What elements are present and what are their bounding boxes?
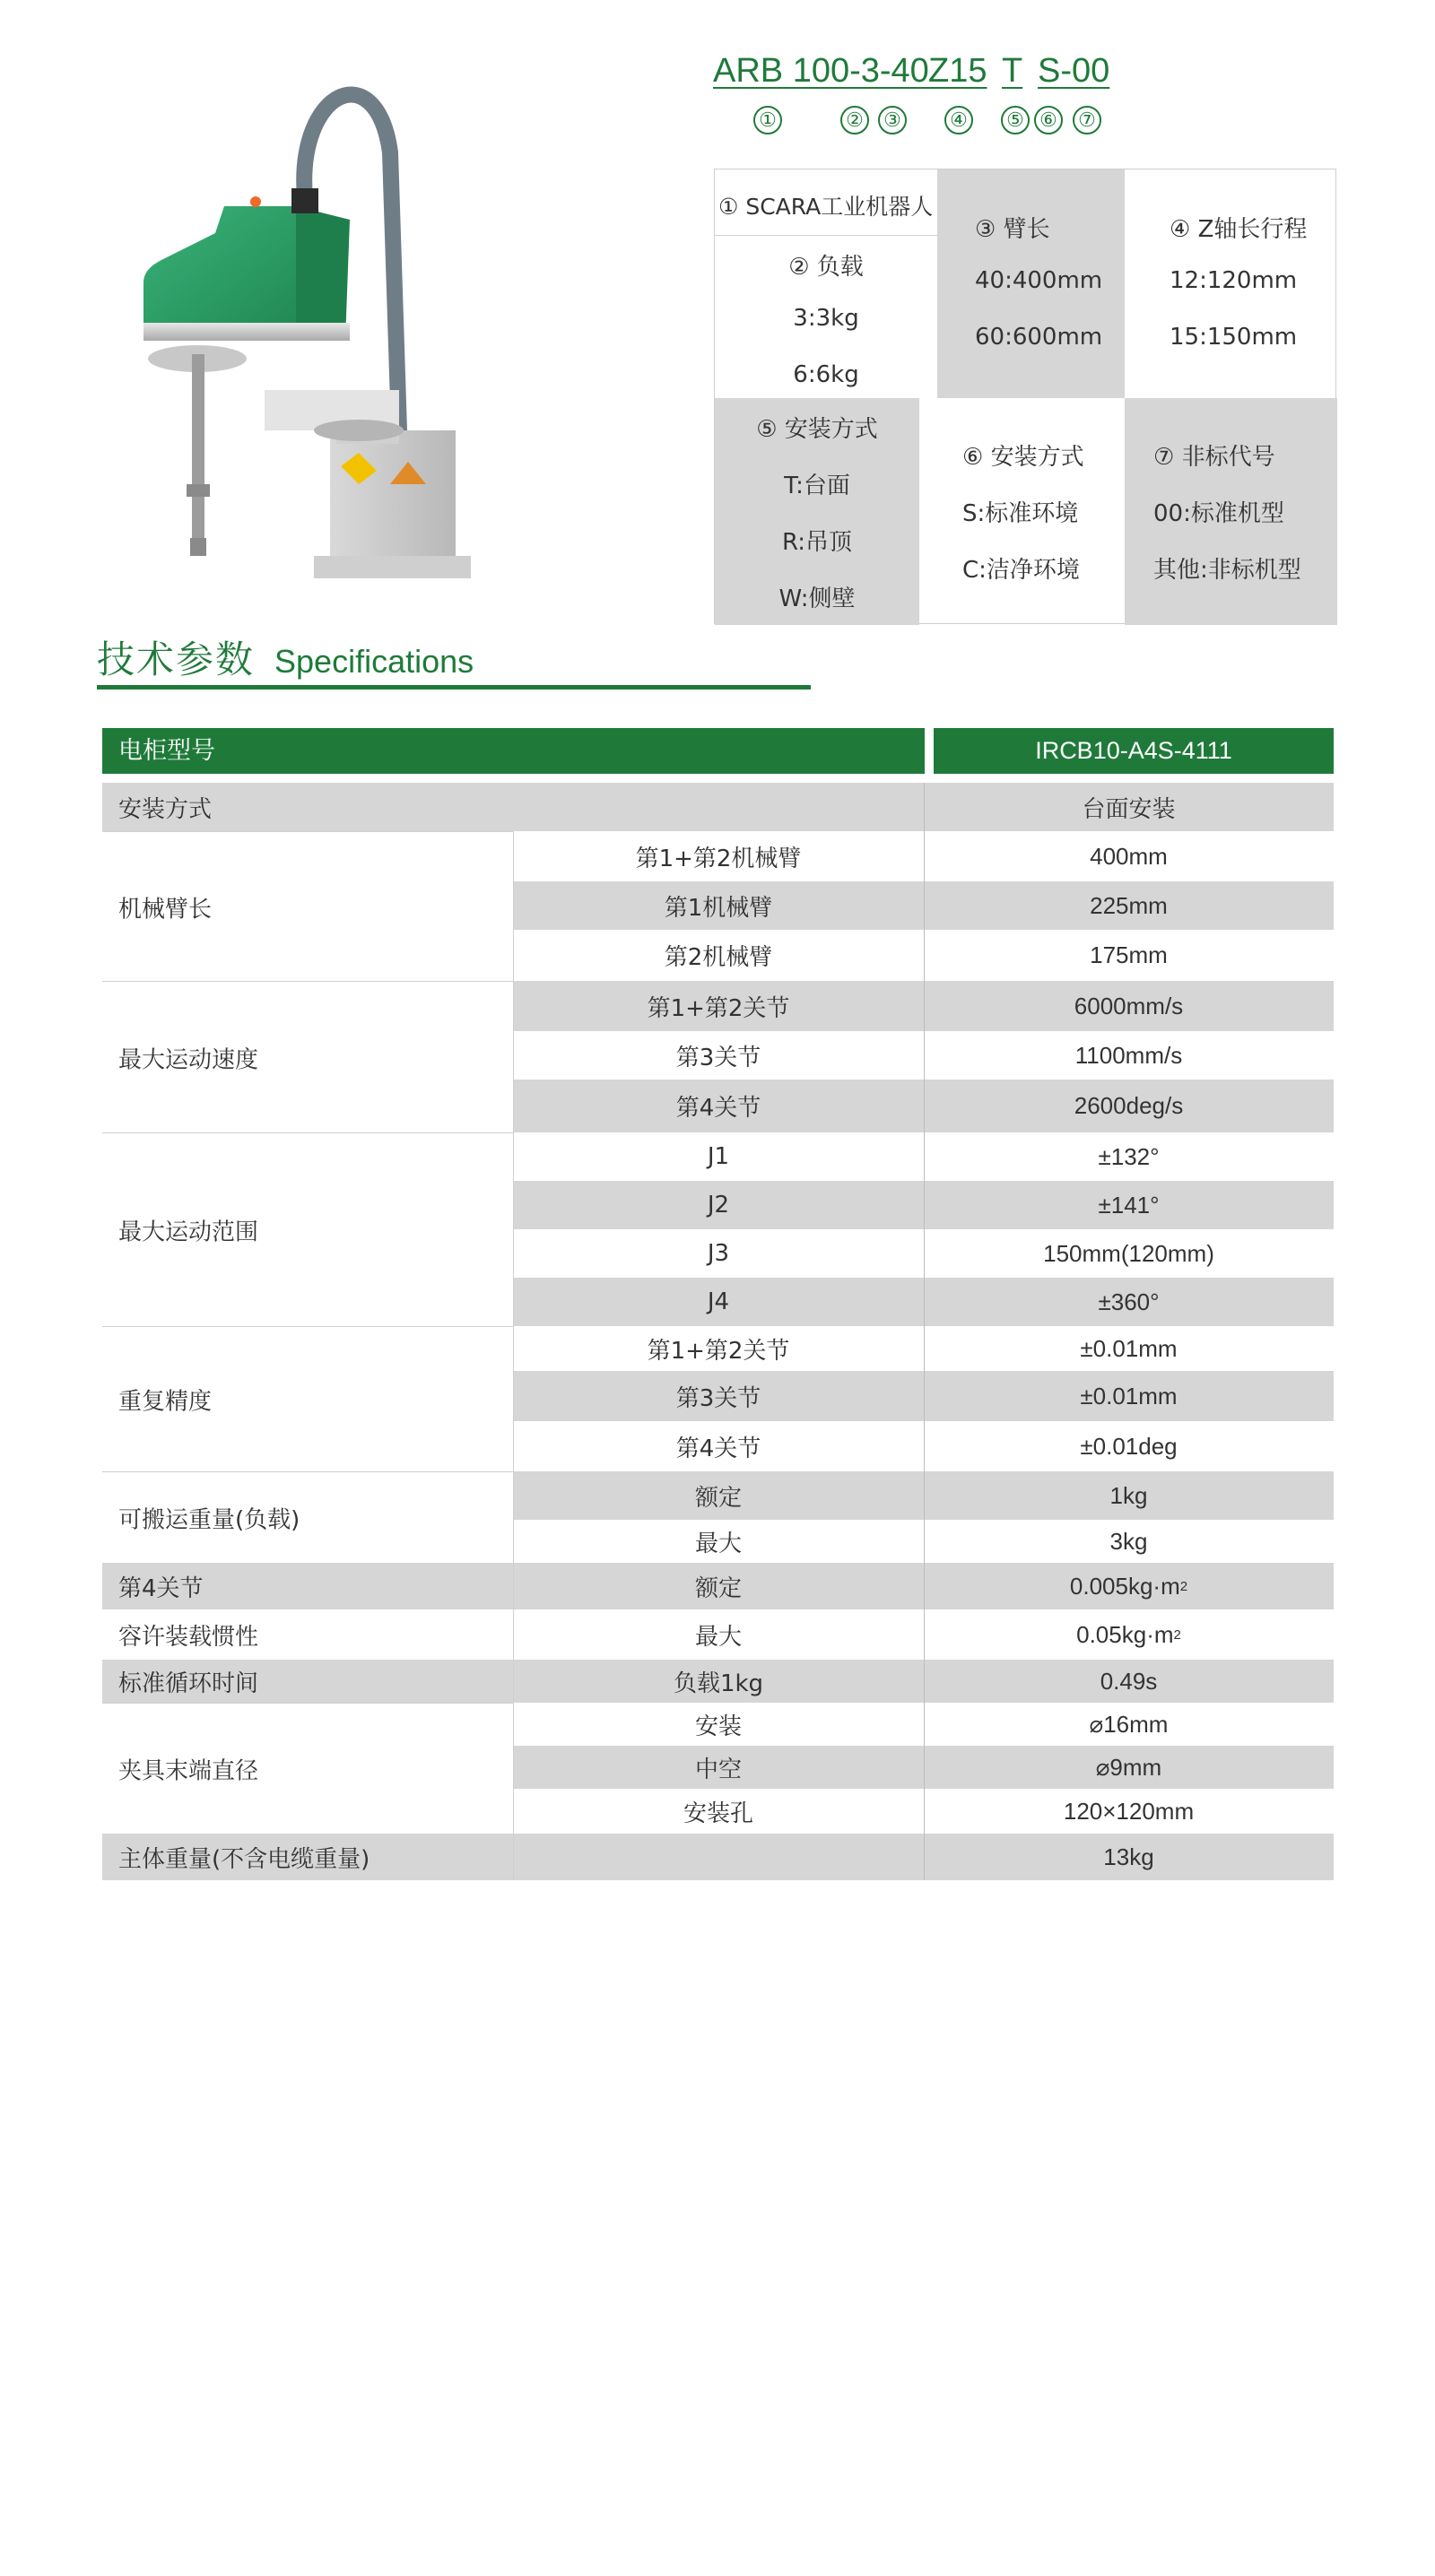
- model-code: [713, 52, 1126, 151]
- legend-line: S:标准环境: [962, 500, 1079, 527]
- legend-title: ④ Z轴长行程: [1170, 216, 1308, 243]
- legend-line: 其他:非标机型: [1153, 557, 1301, 584]
- code-marker: ①: [753, 106, 782, 134]
- row-sub: 第1+第2关节: [647, 994, 790, 1022]
- legend-line: 6:6kg: [793, 361, 859, 388]
- legend-line: 40:400mm: [975, 267, 1103, 294]
- table-row: [102, 783, 1334, 831]
- row-value: 2600deg/s: [1074, 1092, 1184, 1119]
- legend-cell-custom-code: [1125, 398, 1337, 625]
- row-value: ⌀9mm: [1095, 1753, 1162, 1781]
- row-value: ±360°: [1098, 1288, 1160, 1315]
- row-label: 主体重量(不含电缆重量): [118, 1845, 370, 1873]
- table-row: [102, 1834, 1334, 1880]
- legend-cell-arm-length: [937, 169, 1125, 398]
- value-superscript: 2: [1179, 1578, 1188, 1594]
- legend-title: ⑤ 安装方式: [756, 416, 878, 443]
- legend-line: 15:150mm: [1170, 324, 1298, 351]
- code-marker: ⑤: [1001, 106, 1030, 134]
- section-title-en: Specifications: [274, 643, 474, 680]
- row-value: 1kg: [1109, 1481, 1148, 1509]
- row-value: ⌀16mm: [1089, 1710, 1169, 1738]
- robot-product-image: [90, 54, 484, 583]
- row-group-label: [102, 1471, 513, 1564]
- row-value: 13kg: [1103, 1843, 1154, 1870]
- row-sub: 第1+第2关节: [647, 1337, 790, 1365]
- row-sub: 负载1kg: [673, 1670, 764, 1697]
- row-sub: 额定: [694, 1574, 742, 1602]
- code-marker: ②: [840, 106, 869, 134]
- group-label: 夹具末端直径: [118, 1757, 259, 1785]
- legend-line: 60:600mm: [975, 324, 1103, 351]
- row-sub: 第3关节: [675, 1384, 761, 1412]
- row-sub: 中空: [694, 1756, 742, 1783]
- model-code-legend: [714, 169, 1336, 624]
- column-divider: [924, 783, 925, 1880]
- legend-cell-series: [715, 169, 937, 236]
- row-value: ±0.01mm: [1080, 1382, 1178, 1409]
- row-value: ±132°: [1098, 1142, 1160, 1170]
- legend-title: ⑥ 安装方式: [962, 444, 1084, 471]
- table-header-label: 电柜型号: [102, 728, 925, 774]
- table-row: [102, 1563, 1334, 1609]
- row-sub: 安装: [694, 1713, 742, 1740]
- value-text: 0.05kg·m: [1076, 1620, 1174, 1648]
- row-label: 容许装载惯性: [118, 1623, 259, 1651]
- code-marker: ③: [878, 106, 907, 134]
- code-marker: ④: [944, 106, 973, 134]
- row-sub: 第4关节: [675, 1095, 761, 1122]
- row-group-label: [102, 981, 513, 1133]
- row-sub: 最大: [694, 1530, 742, 1557]
- group-label: 重复精度: [118, 1388, 213, 1416]
- row-group-label: [102, 1703, 513, 1834]
- row-sub: 第1+第2机械臂: [635, 845, 802, 872]
- legend-cell-environment: [919, 398, 1125, 625]
- model-code-segment: T: [1002, 52, 1023, 90]
- row-sub: J2: [707, 1192, 730, 1219]
- row-value: [924, 1563, 1334, 1609]
- row-group-label: [102, 1326, 513, 1472]
- section-divider: [97, 685, 811, 690]
- table-row: [102, 1609, 1334, 1660]
- row-value: 175mm: [1090, 941, 1168, 968]
- legend-line: W:侧壁: [778, 585, 856, 612]
- legend-line: C:洁净环境: [962, 557, 1080, 584]
- row-sub: 第2机械臂: [664, 944, 773, 971]
- group-label: 最大运动速度: [118, 1046, 259, 1073]
- row-value: ±0.01mm: [1080, 1334, 1178, 1362]
- table-header-value: IRCB10-A4S-4111: [934, 728, 1334, 774]
- legend-line: T:台面: [784, 473, 850, 499]
- group-label: 可搬运重量(负载): [118, 1506, 300, 1534]
- row-value: 1100mm/s: [1074, 1041, 1183, 1069]
- row-value: ±141°: [1098, 1191, 1160, 1219]
- column-divider: [513, 831, 514, 1880]
- value-text: 0.005kg·m: [1069, 1572, 1180, 1600]
- row-value: 台面安装: [1082, 794, 1176, 822]
- row-sub: 第3关节: [675, 1044, 761, 1071]
- section-title-zh: 技术参数: [97, 637, 256, 681]
- row-value: 120×120mm: [1063, 1797, 1195, 1825]
- value-superscript: 2: [1173, 1626, 1181, 1643]
- row-value: 6000mm/s: [1074, 992, 1184, 1019]
- row-value: 225mm: [1090, 891, 1168, 919]
- row-label: 安装方式: [118, 795, 213, 823]
- row-sub: 最大: [694, 1623, 742, 1651]
- row-value: 0.49s: [1100, 1667, 1158, 1695]
- legend-cell-z-stroke: [1125, 169, 1337, 398]
- row-value: 400mm: [1090, 842, 1168, 870]
- code-marker: ⑥: [1034, 106, 1063, 134]
- model-code-segment: Z15: [928, 52, 987, 90]
- table-row: [102, 1660, 1334, 1703]
- row-label: 第4关节: [118, 1574, 204, 1602]
- legend-cell-payload: [715, 236, 937, 398]
- legend-title: ① SCARA工业机器人: [718, 194, 934, 220]
- row-value: [924, 1609, 1334, 1660]
- legend-cell-mounting: [715, 398, 919, 625]
- row-sub: 第4关节: [675, 1435, 761, 1462]
- model-code-segment: ARB 100-3-40: [713, 52, 929, 90]
- row-value: ±0.01deg: [1080, 1432, 1178, 1460]
- row-group-label: [102, 1132, 513, 1327]
- legend-title: ⑦ 非标代号: [1153, 444, 1275, 471]
- group-label: 机械臂长: [118, 896, 213, 923]
- legend-line: R:吊顶: [781, 529, 853, 556]
- row-label: 标准循环时间: [118, 1670, 259, 1697]
- model-code-segment: S-00: [1038, 52, 1110, 90]
- legend-title: ② 负载: [788, 254, 864, 281]
- legend-line: 3:3kg: [793, 305, 859, 332]
- row-sub: 额定: [694, 1484, 742, 1512]
- row-group-label: [102, 831, 513, 982]
- legend-line: 00:标准机型: [1153, 500, 1284, 527]
- group-label: 最大运动范围: [118, 1219, 259, 1246]
- row-value: 150mm(120mm): [1043, 1239, 1214, 1267]
- row-sub: J1: [707, 1143, 730, 1170]
- section-title: [97, 630, 474, 684]
- legend-title: ③ 臂长: [975, 216, 1050, 243]
- row-value: 3kg: [1109, 1527, 1148, 1555]
- legend-line: 12:120mm: [1170, 267, 1298, 294]
- row-sub: 第1机械臂: [664, 894, 773, 922]
- row-sub: J3: [707, 1240, 730, 1267]
- code-marker: ⑦: [1073, 106, 1101, 134]
- row-sub: J4: [707, 1288, 730, 1315]
- row-sub: 安装孔: [683, 1800, 753, 1827]
